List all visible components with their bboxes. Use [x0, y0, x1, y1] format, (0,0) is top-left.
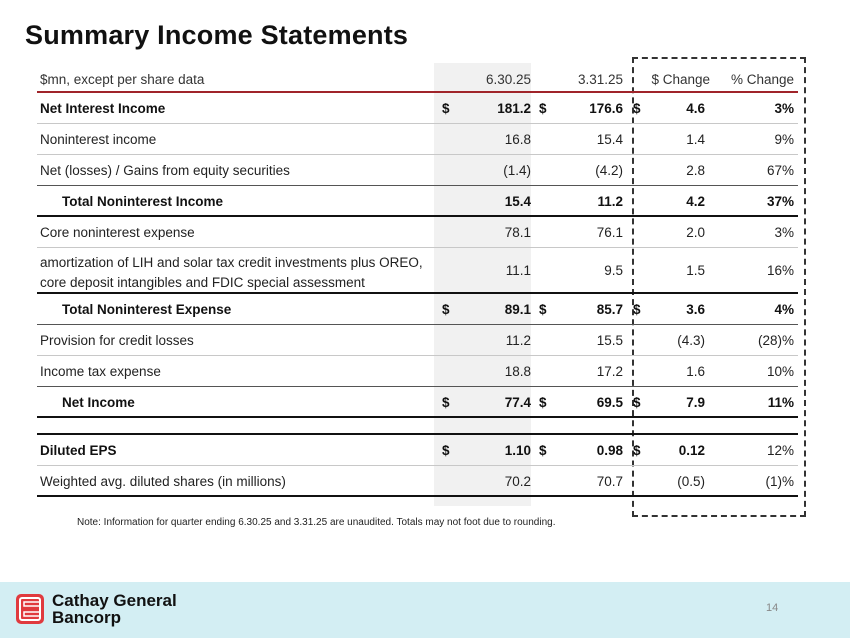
table-row-equity-securities [37, 155, 798, 186]
row-label-line-2: core deposit intangibles and FDIC special assessment [40, 275, 365, 290]
value-6-30-25: 89.1 [504, 302, 531, 317]
currency-symbol: $ [633, 443, 641, 458]
value-3-31-25: 15.4 [596, 132, 623, 147]
value-percent-change: 3% [774, 101, 794, 116]
value-percent-change: (28)% [757, 333, 794, 348]
currency-symbol: $ [442, 302, 450, 317]
company-logo-text [52, 592, 177, 626]
value-dollar-change: 3.6 [686, 302, 705, 317]
value-percent-change: 4% [774, 302, 794, 317]
currency-symbol: $ [633, 302, 641, 317]
row-label: Total Noninterest Income [62, 194, 224, 209]
col-header-dollar-change: $ Change [651, 72, 710, 87]
value-dollar-change: 4.2 [686, 194, 705, 209]
currency-symbol: $ [539, 302, 547, 317]
value-6-30-25: 11.1 [505, 263, 531, 278]
row-label: Core noninterest expense [40, 225, 195, 240]
page-title: Summary Income Statements [25, 20, 409, 50]
currency-symbol: $ [539, 443, 547, 458]
currency-symbol: $ [633, 395, 641, 410]
value-6-30-25: 18.8 [504, 364, 531, 379]
table-row-weighted-avg-shares [37, 466, 798, 497]
value-6-30-25: (1.4) [503, 163, 531, 178]
value-3-31-25: 0.98 [596, 443, 623, 458]
currency-symbol: $ [539, 395, 547, 410]
value-6-30-25: 78.1 [504, 225, 531, 240]
table-row-amortization [37, 248, 798, 294]
units-label: $mn, except per share data [40, 72, 205, 87]
value-6-30-25: 77.4 [504, 395, 531, 410]
row-label-line-1: amortization of LIH and solar tax credit investments plus OREO, [40, 255, 423, 270]
page-number: 14 [766, 602, 779, 614]
value-percent-change: 67% [766, 163, 794, 178]
value-3-31-25: 15.5 [596, 333, 623, 348]
value-3-31-25: 85.7 [596, 302, 623, 317]
row-label [40, 253, 423, 293]
table-row-net-interest-income [37, 93, 798, 124]
table-row-net-income [37, 387, 798, 418]
table-row-total-noninterest-income [37, 186, 798, 217]
value-3-31-25: 69.5 [596, 395, 623, 410]
col-header-3-31-25: 3.31.25 [577, 72, 623, 87]
value-percent-change: 12% [766, 443, 794, 458]
value-percent-change: (1)% [765, 474, 794, 489]
value-dollar-change: 7.9 [686, 395, 705, 410]
value-percent-change: 10% [766, 364, 794, 379]
table-header-row [37, 63, 798, 93]
currency-symbol: $ [442, 101, 450, 116]
value-dollar-change: 0.12 [678, 443, 705, 458]
value-percent-change: 16% [766, 263, 794, 278]
table-row-total-noninterest-expense [37, 294, 798, 325]
footer-bar [0, 582, 850, 638]
value-3-31-25: 76.1 [596, 225, 623, 240]
value-dollar-change: (0.5) [677, 474, 705, 489]
value-percent-change: 11% [767, 395, 794, 410]
value-dollar-change: 1.6 [686, 364, 705, 379]
logo-line-1: Cathay General [52, 591, 177, 610]
value-dollar-change: 2.0 [686, 225, 705, 240]
currency-symbol: $ [442, 443, 450, 458]
currency-symbol: $ [442, 395, 450, 410]
table-row-diluted-eps [37, 435, 798, 466]
value-3-31-25: (4.2) [595, 163, 623, 178]
row-label: Net (losses) / Gains from equity securities [40, 163, 290, 178]
value-dollar-change: 1.5 [686, 263, 705, 278]
value-6-30-25: 181.2 [497, 101, 531, 116]
logo-line-2: Bancorp [52, 608, 121, 627]
value-percent-change: 37% [766, 194, 794, 209]
footnote: Note: Information for quarter ending 6.30.25 and 3.31.25 are unaudited. Totals may not foot due to rounding. [77, 517, 556, 528]
value-3-31-25: 9.5 [604, 263, 623, 278]
value-3-31-25: 70.7 [596, 474, 623, 489]
cathay-logo-icon [16, 594, 44, 624]
currency-symbol: $ [539, 101, 547, 116]
value-6-30-25: 70.2 [504, 474, 531, 489]
row-label: Weighted avg. diluted shares (in millions) [40, 474, 286, 489]
currency-symbol: $ [633, 101, 641, 116]
row-label: Net Income [62, 395, 135, 410]
row-label: Income tax expense [40, 364, 161, 379]
row-label: Total Noninterest Expense [62, 302, 232, 317]
row-label: Diluted EPS [40, 443, 117, 458]
table-row-noninterest-income [37, 124, 798, 155]
value-dollar-change: 1.4 [686, 132, 705, 147]
value-6-30-25: 16.8 [504, 132, 531, 147]
value-6-30-25: 15.4 [504, 194, 531, 209]
value-dollar-change: 2.8 [686, 163, 705, 178]
value-percent-change: 3% [774, 225, 794, 240]
value-percent-change: 9% [774, 132, 794, 147]
row-label: Noninterest income [40, 132, 157, 147]
col-header-6-30-25: 6.30.25 [485, 72, 531, 87]
row-label: Net Interest Income [40, 101, 166, 116]
value-6-30-25: 11.2 [505, 333, 531, 348]
income-statement-table [37, 63, 798, 497]
value-dollar-change: 4.6 [686, 101, 705, 116]
table-spacer-row [37, 418, 798, 435]
table-row-provision-credit-losses [37, 325, 798, 356]
table-row-core-noninterest-expense [37, 217, 798, 248]
row-label: Provision for credit losses [40, 333, 194, 348]
value-3-31-25: 11.2 [597, 194, 623, 209]
value-3-31-25: 176.6 [589, 101, 623, 116]
col-header-percent-change: % Change [730, 72, 794, 87]
table-row-income-tax-expense [37, 356, 798, 387]
value-3-31-25: 17.2 [596, 364, 623, 379]
value-dollar-change: (4.3) [677, 333, 705, 348]
value-6-30-25: 1.10 [504, 443, 531, 458]
